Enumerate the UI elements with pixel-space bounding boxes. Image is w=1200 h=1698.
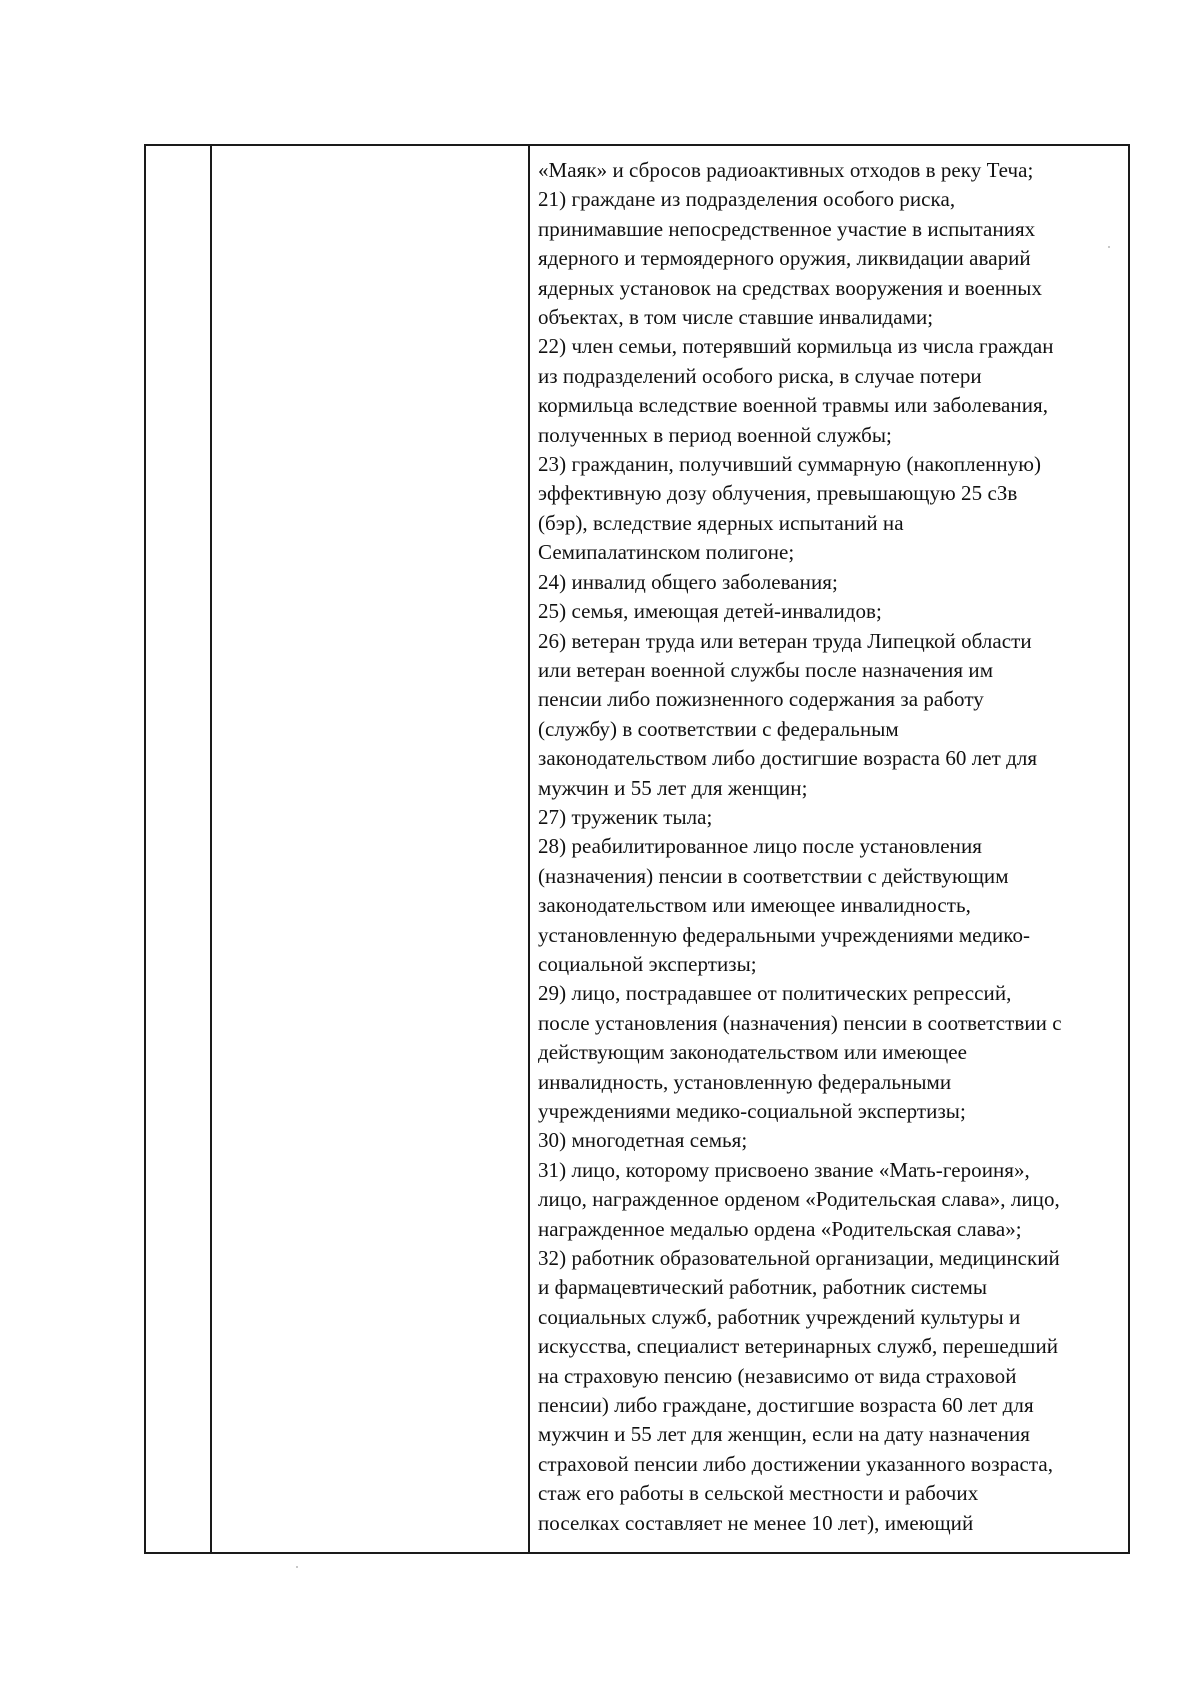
table-text-line: страховой пенсии либо достижении указанного возраста, [538, 1451, 1053, 1476]
table-text-line: социальных служб, работник учреждений культуры и [538, 1304, 1021, 1329]
table-text-line: полученных в период военной службы; [538, 422, 892, 447]
table-text-line: 32) работник образовательной организации, медицинский [538, 1246, 1060, 1271]
table-text-line: 25) семья, имеющая детей-инвалидов; [538, 599, 882, 624]
scan-speck [296, 1566, 298, 1568]
table-text-line: и фармацевтический работник, работник системы [538, 1275, 988, 1300]
table-text-line: законодательством или имеющее инвалидность, [538, 893, 971, 918]
table-text-line: награжденное медалью ордена «Родительская слава»; [538, 1216, 1022, 1241]
table-text-line: на страховую пенсию (независимо от вида страховой [538, 1363, 1017, 1388]
table-text-line: Семипалатинском полигоне; [538, 540, 795, 565]
table-text-line: объектах, в том числе ставшие инвалидами; [538, 305, 934, 330]
table-text-line: учреждениями медико-социальной экспертизы; [538, 1099, 966, 1123]
table-text-line: (службу) в соответствии с федеральным [538, 716, 899, 741]
table-text-line: после установления (назначения) пенсии в соответствии с [538, 1010, 1062, 1035]
table-text-line: 28) реабилитированное лицо после установления [538, 834, 982, 859]
table-text-line: поселках составляет не менее 10 лет), имеющий [538, 1510, 974, 1535]
table-column-number [146, 146, 212, 1552]
table-text-line: 22) член семьи, потерявший кормильца из числа граждан [538, 334, 1054, 359]
table-text-line: стаж его работы в сельской местности и рабочих [538, 1481, 979, 1506]
document-table [144, 144, 1130, 1554]
table-text-line: установленную федеральными учреждениями медико- [538, 922, 1031, 947]
table-text-line: 23) гражданин, получивший суммарную (накопленную) [538, 452, 1041, 477]
table-text-line: 29) лицо, пострадавшее от политических репрессий, [538, 981, 1012, 1006]
table-text-line: социальной экспертизы; [538, 951, 757, 976]
table-text-line: 26) ветеран труда или ветеран труда Липецкой области [538, 628, 1032, 653]
table-text-line: (назначения) пенсии в соответствии с действующим [538, 863, 1009, 888]
table-text-line: ядерных установок на средствах вооружения и военных [538, 275, 1042, 300]
table-text-line: или ветеран военной службы после назначения им [538, 657, 994, 682]
table-text-line: принимавшие непосредственное участие в испытаниях [538, 216, 1036, 241]
table-text-line: 31) лицо, которому присвоено звание «Мать-героиня», [538, 1157, 1030, 1182]
table-text-line: мужчин и 55 лет для женщин, если на дату назначения [538, 1422, 1030, 1447]
table-column-name [212, 146, 530, 1552]
table-text-line: «Маяк» и сбросов радиоактивных отходов в реку Теча; [538, 158, 1034, 182]
table-text-line: 21) граждане из подразделения особого риска, [538, 187, 956, 212]
scan-speck [1108, 246, 1110, 248]
table-text-line: действующим законодательством или имеющее [538, 1040, 967, 1065]
table-text-line: 30) многодетная семья; [538, 1128, 748, 1153]
table-text-line: инвалидность, установленную федеральными [538, 1069, 952, 1094]
table-text-line: законодательством либо достигшие возраста 60 лет для [538, 746, 1038, 771]
table-text-line: из подразделений особого риска, в случае потери [538, 363, 982, 388]
table-text-line: пенсии) либо граждане, достигшие возраста 60 лет для [538, 1393, 1034, 1418]
table-text-line: лицо, награжденное орденом «Родительская слава», лицо, [538, 1187, 1060, 1212]
table-text-line: кормильца вследствие военной травмы или заболевания, [538, 393, 1049, 418]
table-text-line: искусства, специалист ветеринарных служб, перешедший [538, 1334, 1059, 1359]
table-text-line: 24) инвалид общего заболевания; [538, 569, 838, 594]
table-text-line: пенсии либо пожизненного содержания за работу [538, 687, 984, 712]
table-column-categories [530, 146, 1128, 1552]
table-text-line: эффективную дозу облучения, превышающую 25 сЗв [538, 481, 1018, 506]
table-text-line: 27) труженик тыла; [538, 804, 713, 829]
table-text-line: мужчин и 55 лет для женщин; [538, 775, 808, 800]
table-text-line: ядерного и термоядерного оружия, ликвидации аварий [538, 246, 1031, 271]
table-text-line: (бэр), вследствие ядерных испытаний на [538, 510, 904, 535]
